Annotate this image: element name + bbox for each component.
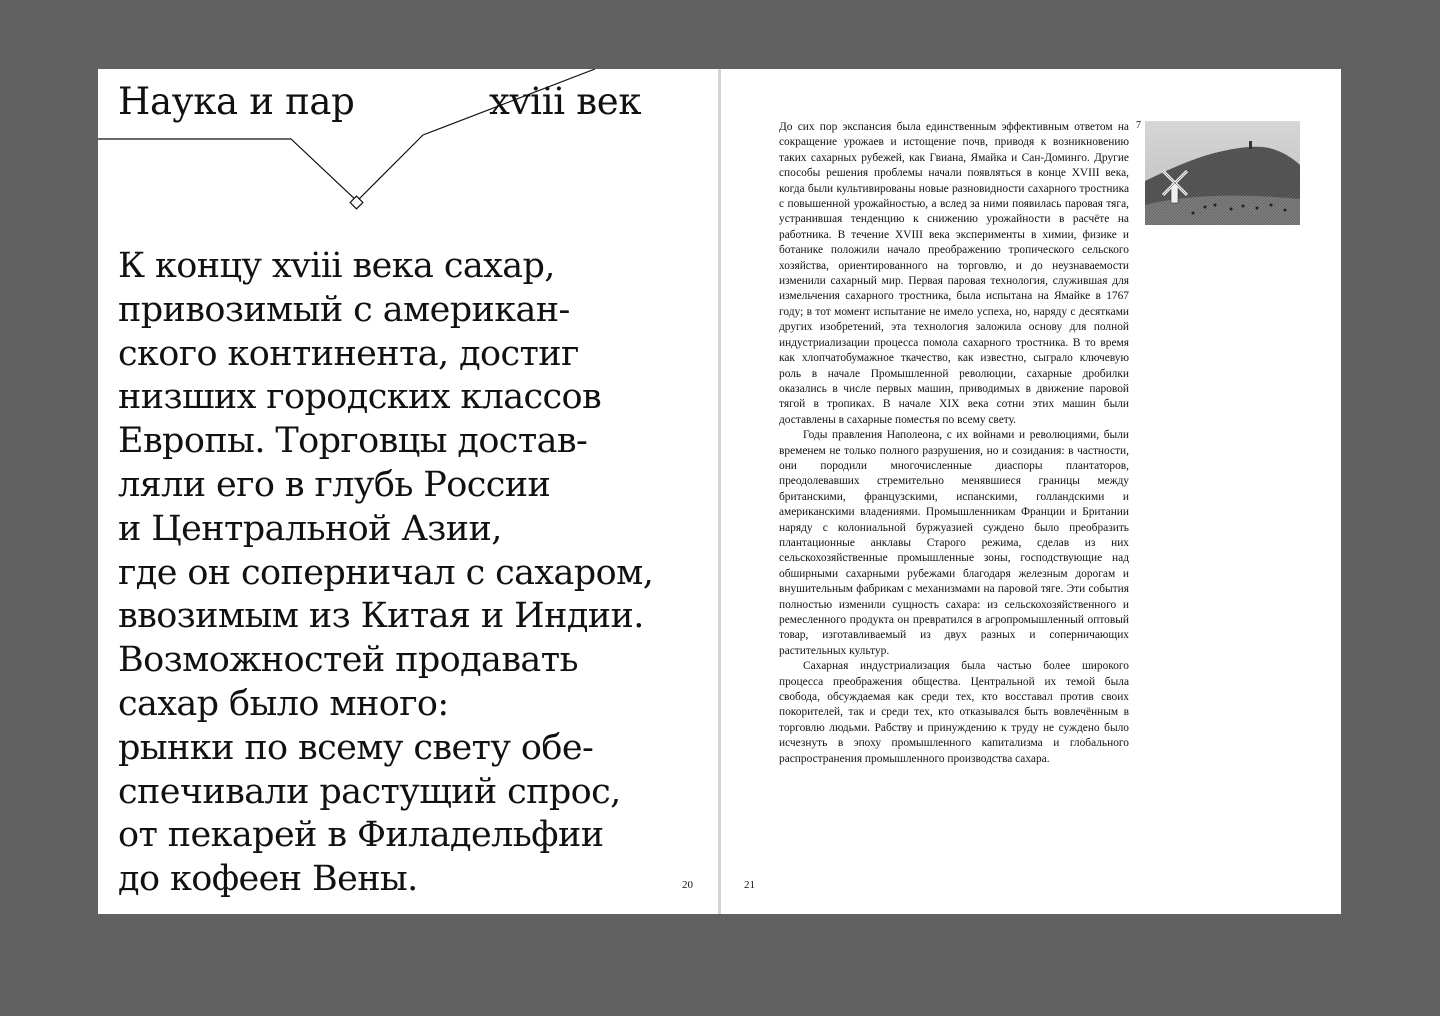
page-number-left: 20 [682, 879, 693, 891]
body-paragraph-1: До сих пор экспансия была единственным эффективным ответом на сокращение урожаев и истощение почв, приводя к возникновению таких сахарных рубежей, как Гвиана, Ямайка и Сан-Доминго. Другие способы решения проблемы начали появляться в конце XVIII века, когда были культивированы новые разновидности сахарного тростника с повышенной урожайностью, а вслед за ними появилась паровая тяга, устранившая тенденцию к снижению урожайности в расчёте на работника. В течение XVIII века эксперименты в химии, физике и ботанике положили начало преображению тропического сельского хозяйства, ориентированного на торговлю, и до неузнаваемости изменили сахарный мир. Первая паровая технология, служившая для измельчения сахарного тростника, была испытана на Ямайке в 1767 году; в тот момент испытание не имело успеха, но, наряду с десятками других изобретений, эта технология заложила основу для полной индустриализации процесса помола сахарного тростника. В то время как хлопчатобумажное ткачество, как известно, сыграло ключевую роль в начале Промышленной революции, сахарные дробилки оказались в числе первых машин, приводимых в движение паровой тягой в тропиках. В начале XIX века сотни этих машин были доставлены в сахарные поместья по всему свету. [779, 121, 1129, 426]
windmill-engraving-image [1145, 121, 1300, 225]
running-head-period: xviii век [489, 80, 642, 123]
body-text [779, 120, 1129, 767]
page-number-right: 21 [744, 879, 755, 891]
running-head-title: Наука и пар [118, 80, 355, 123]
right-page [721, 69, 1341, 914]
left-page [98, 69, 718, 914]
body-paragraph-3: Сахарная индустриализация была частью более широкого процесса преображения общества. Центральной их темой была свобода, обсуждаемая как среди тех, кто восставал против своих покорителей, так и среди тех, кто отказывался быть вовлечённым в торговлю людьми. Рабству и принуждению к труду не суждено было исчезнуть в эпоху промышленного капитализма и глобального распространения промышленного производства сахара. [779, 660, 1129, 765]
lead-paragraph: К концу xviii века сахар, привозимый с американ- ского континента, достиг низших городских классов Европы. Торговцы достав- ляли его в глубь России и Центральной Азии, где он соперничал с сахаром, ввозимым из Китая и Индии. Возможностей продавать сахар было много: рынки по всему свету обе- спечивали растущий спрос, от пекарей в Филадельфии до кофеен Вены. [118, 246, 654, 900]
body-paragraph-2: Годы правления Наполеона, с их войнами и революциями, были временем не только полного разрушения, но и созидания: в частности, они породили многочисленные диаспоры плантаторов, преодолевавших стремительно менявшиеся границы между британскими, французскими, испанскими, голландскими и американскими владениями. Промышленникам Франции и Британии наряду с колониальной буржуазией суждено было преобразить плантационные анклавы Старого режима, сделав из них сельскохозяйственные промышленные зоны, господствующие над обширными сахарными рубежами благодаря железным дорогам и внушительным фабрикам с механизмами на паровой тяге. Эти события полностью изменили сущность сахара: из сельскохозяйственного и ремесленного продукта он превратился в агропромышленный оптовый товар, изготавливаемый из двух разных и соперничающих растительных культур. [779, 429, 1129, 657]
illustration-note-number: 7 [1136, 120, 1141, 131]
book-spread [98, 69, 1341, 914]
